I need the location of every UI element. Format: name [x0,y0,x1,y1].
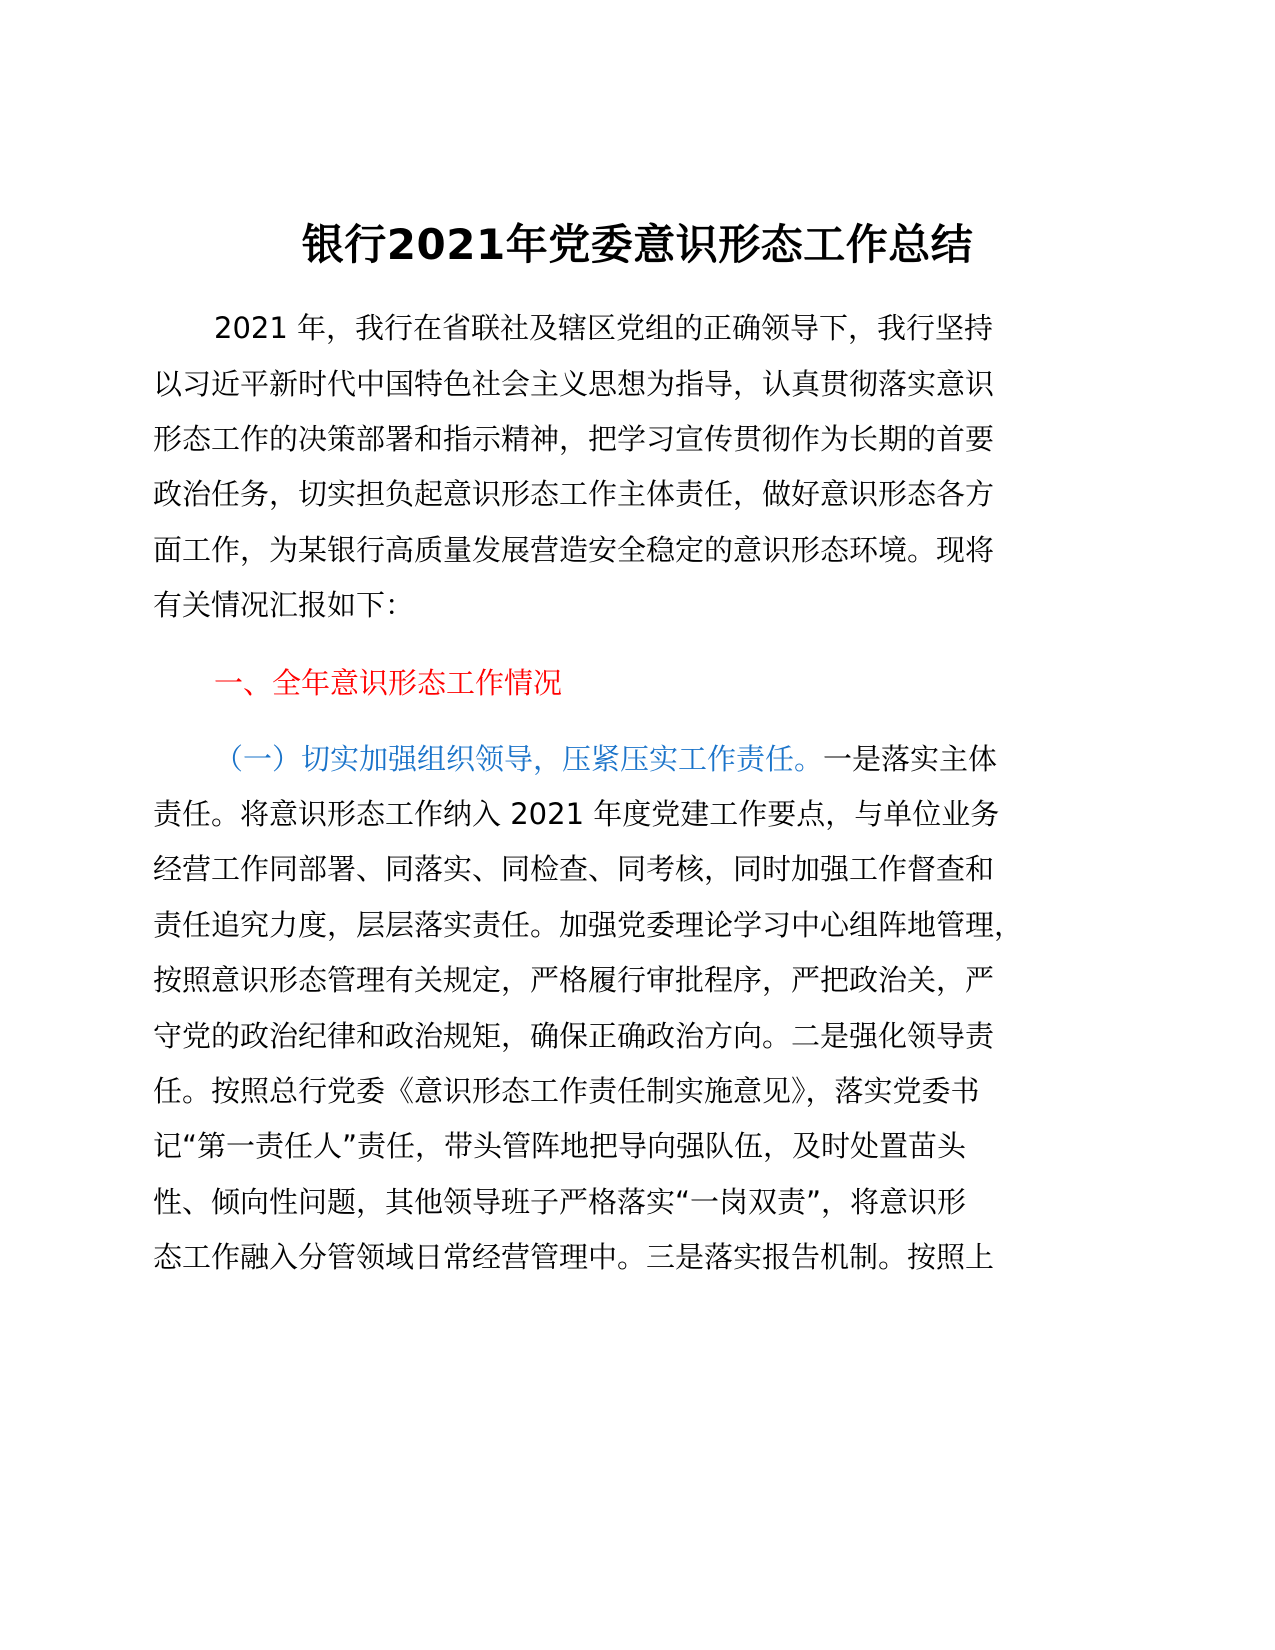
document-title: 银行2021年党委意识形态工作总结 [301,220,974,269]
intro-line: 有关情况汇报如下： [153,588,415,622]
subsection-heading: （一）切实加强组织领导，压紧压实工作责任。 [214,742,824,776]
body-line: 责任。将意识形态工作纳入 2021 年度党建工作要点，与单位业务 [153,797,1000,831]
body-line: 任。按照总行党委《意识形态工作责任制实施意见》，落实党委书 [153,1074,980,1108]
intro-line: 形态工作的决策部署和指示精神，把学习宣传贯彻作为长期的首要 [153,422,995,456]
body-line: 按照意识形态管理有关规定，严格履行审批程序，严把政治关，严 [153,963,995,997]
section-heading: 一、全年意识形态工作情况 [214,666,563,700]
intro-line: 2021 年，我行在省联社及辖区党组的正确领导下，我行坚持 [214,311,994,345]
subsection-first-line [214,731,997,787]
body-line: 守党的政治纪律和政治规矩，确保正确政治方向。二是强化领导责 [153,1019,995,1053]
intro-line: 面工作，为某银行高质量发展营造安全稳定的意识形态环境。现将 [153,533,995,567]
subsection-first-line-text: 一是落实主体 [823,742,998,776]
body-line: 性、倾向性问题，其他领导班子严格落实“一岗双责”，将意识形 [153,1185,967,1219]
intro-line: 以习近平新时代中国特色社会主义思想为指导，认真贯彻落实意识 [153,367,995,401]
body-line: 态工作融入分管领域日常经营管理中。三是落实报告机制。按照上 [153,1240,995,1274]
intro-line: 政治任务，切实担负起意识形态工作主体责任，做好意识形态各方 [153,477,995,511]
body-line: 责任追究力度，层层落实责任。加强党委理论学习中心组阵地管理， [153,908,1024,942]
body-line: 经营工作同部署、同落实、同检查、同考核，同时加强工作督查和 [153,852,995,886]
body-line: 记“第一责任人”责任，带头管阵地把导向强队伍，及时处置苗头 [153,1129,967,1163]
